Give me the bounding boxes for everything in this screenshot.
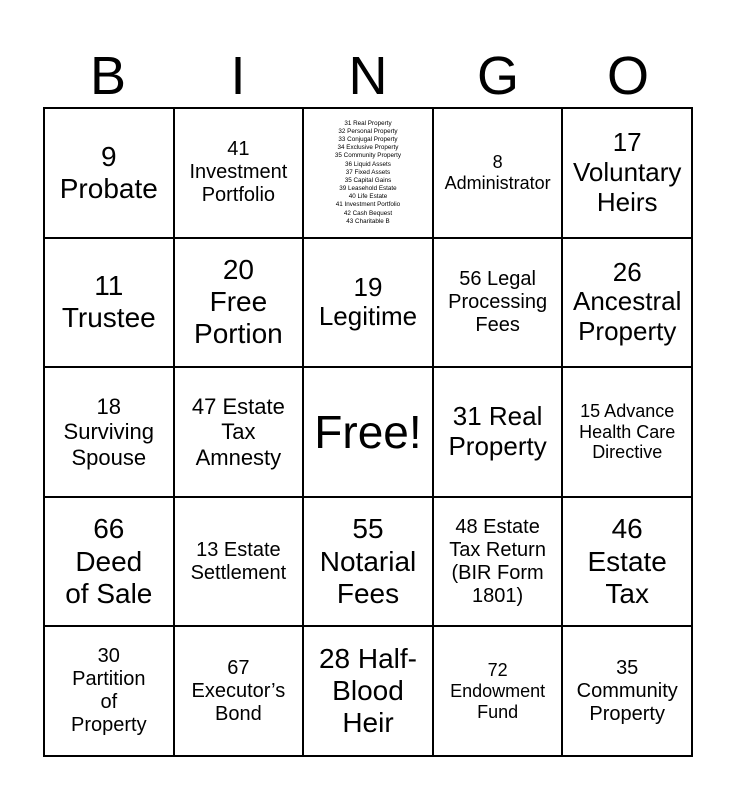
bingo-cell[interactable]: 41 Investment Portfolio — [174, 108, 304, 238]
bingo-cell[interactable]: 13 Estate Settlement — [174, 497, 304, 627]
bingo-cell[interactable]: 17 Voluntary Heirs — [562, 108, 692, 238]
bingo-cell[interactable]: 30 Partition of Property — [44, 626, 174, 756]
bingo-cell[interactable]: 35 Community Property — [562, 626, 692, 756]
bingo-cell[interactable]: 47 Estate Tax Amnesty — [174, 367, 304, 497]
bingo-cell[interactable]: 31 Real Property — [433, 367, 563, 497]
bingo-cell[interactable]: 15 Advance Health Care Directive — [562, 367, 692, 497]
bingo-cell[interactable]: 20 Free Portion — [174, 238, 304, 368]
bingo-cell[interactable]: 9 Probate — [44, 108, 174, 238]
bingo-cell[interactable]: 11 Trustee — [44, 238, 174, 368]
bingo-cell[interactable]: 48 Estate Tax Return (BIR Form 1801) — [433, 497, 563, 627]
bingo-header — [43, 44, 693, 108]
bingo-cell[interactable]: 72 Endowment Fund — [433, 626, 563, 756]
header-letter-b: B — [89, 46, 127, 106]
bingo-cell[interactable]: 26 Ancestral Property — [562, 238, 692, 368]
bingo-cell[interactable]: 19 Legitime — [303, 238, 433, 368]
header-letter-g: G — [476, 46, 519, 106]
bingo-cell[interactable]: 18 Surviving Spouse — [44, 367, 174, 497]
header-letter-o: O — [606, 46, 649, 106]
free-space-cell[interactable]: Free! — [303, 367, 433, 497]
bingo-cell[interactable]: 31 Real Property 32 Personal Property 33 Conjugal Property 34 Exclusive Property 35 Community Property 36 Liquid Assets 37 Fixed Assets 35 Capital Gains 39 Leasehold Estate 40 Life Estate 41 Investment Portfolio 42 Cash Bequest 43 Charitable B — [303, 108, 433, 238]
bingo-cell[interactable]: 55 Notarial Fees — [303, 497, 433, 627]
header-letter-i: I — [230, 46, 246, 106]
bingo-card-grid — [43, 107, 693, 757]
bingo-cell[interactable]: 46 Estate Tax — [562, 497, 692, 627]
bingo-cell[interactable]: 67 Executor’s Bond — [174, 626, 304, 756]
bingo-cell[interactable]: 8 Administrator — [433, 108, 563, 238]
bingo-cell[interactable]: 66 Deed of Sale — [44, 497, 174, 627]
bingo-cell[interactable]: 56 Legal Processing Fees — [433, 238, 563, 368]
bingo-cell[interactable]: 28 Half- Blood Heir — [303, 626, 433, 756]
header-letter-n: N — [348, 46, 388, 106]
